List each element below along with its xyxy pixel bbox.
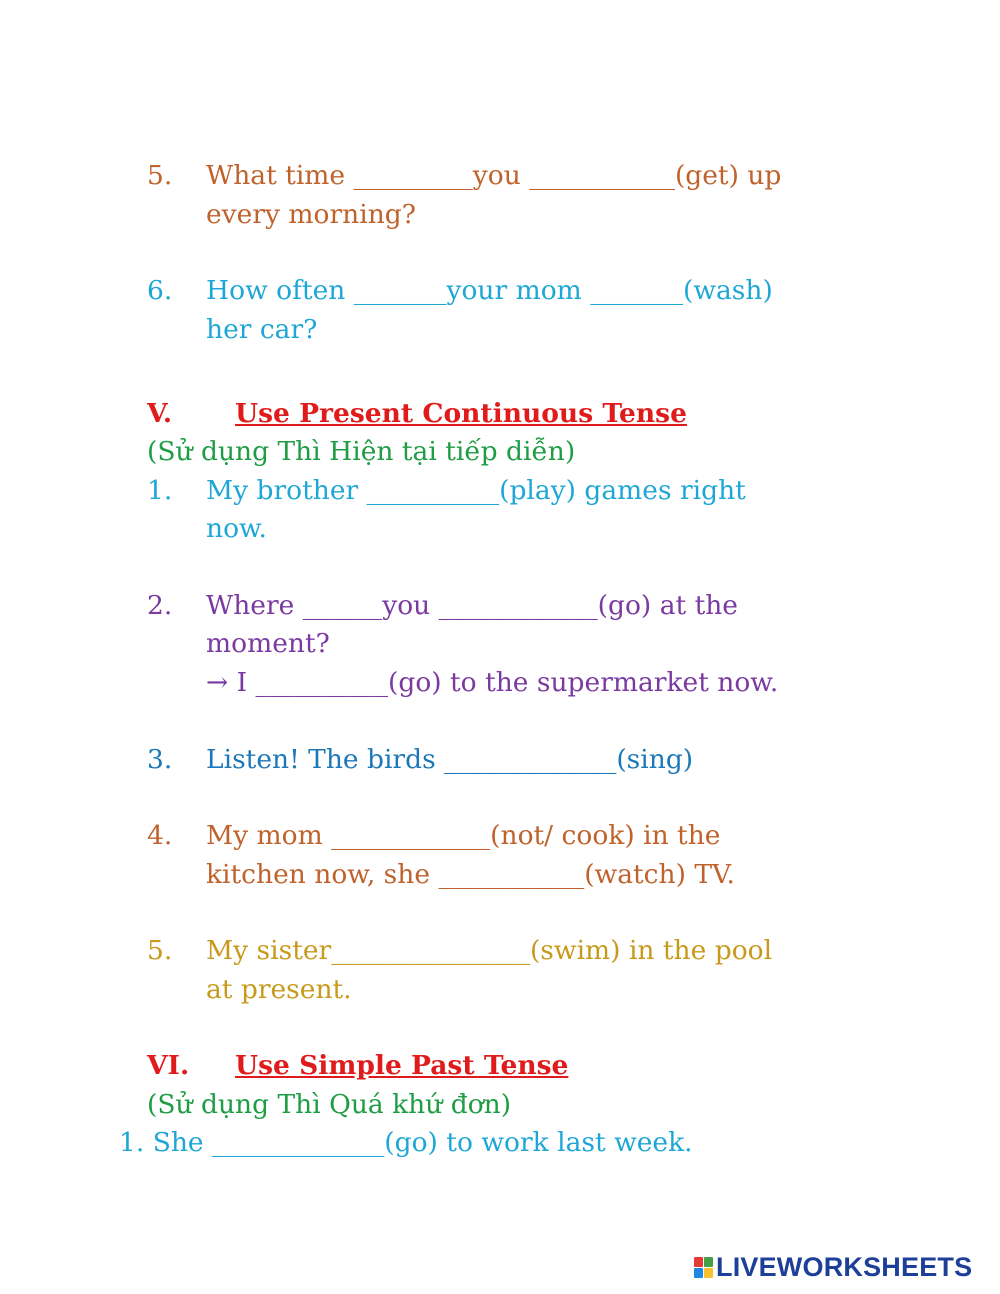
liveworksheets-logo — [694, 1252, 972, 1283]
item-text-line: My sister_______________(swim) in the pool — [206, 935, 773, 966]
answer-arrow-line: → I __________(go) to the supermarket now. — [206, 667, 779, 698]
section-title: Use Present Continuous Tense — [235, 398, 687, 429]
item-text-line: moment? — [206, 628, 330, 659]
item-number: 6. — [147, 275, 173, 306]
section-roman-numeral: VI. — [147, 1050, 190, 1081]
item-text-line: Listen! The birds _____________(sing) — [206, 744, 694, 775]
section-roman-numeral: V. — [147, 398, 173, 429]
section-subtitle: (Sử dụng Thì Hiện tại tiếp diễn) — [147, 436, 576, 467]
item-text-line: What time _________you ___________(get) up — [206, 160, 782, 191]
item-text-line: her car? — [206, 314, 318, 345]
item-text-line: now. — [206, 513, 267, 544]
item-number: 4. — [147, 820, 173, 851]
exercise-item-6-1: 1. She _____________(go) to work last week. — [119, 1127, 693, 1158]
item-text-line: every morning? — [206, 199, 416, 230]
item-number: 5. — [147, 935, 173, 966]
item-number: 5. — [147, 160, 173, 191]
item-number: 1. — [147, 475, 173, 506]
item-text-line: Where ______you ____________(go) at the — [206, 590, 738, 621]
section-subtitle: (Sử dụng Thì Quá khứ đơn) — [147, 1089, 512, 1120]
liveworksheets-logo-icon — [694, 1257, 713, 1278]
logo-text: LIVEWORKSHEETS — [716, 1252, 973, 1282]
item-number: 3. — [147, 744, 173, 775]
section-title: Use Simple Past Tense — [235, 1050, 569, 1081]
item-text-line: kitchen now, she ___________(watch) TV. — [206, 859, 735, 890]
item-text-line: How often _______your mom _______(wash) — [206, 275, 773, 306]
item-text-line: at present. — [206, 974, 352, 1005]
item-number: 2. — [147, 590, 173, 621]
item-text-line: My mom ____________(not/ cook) in the — [206, 820, 721, 851]
item-text-line: My brother __________(play) games right — [206, 475, 746, 506]
